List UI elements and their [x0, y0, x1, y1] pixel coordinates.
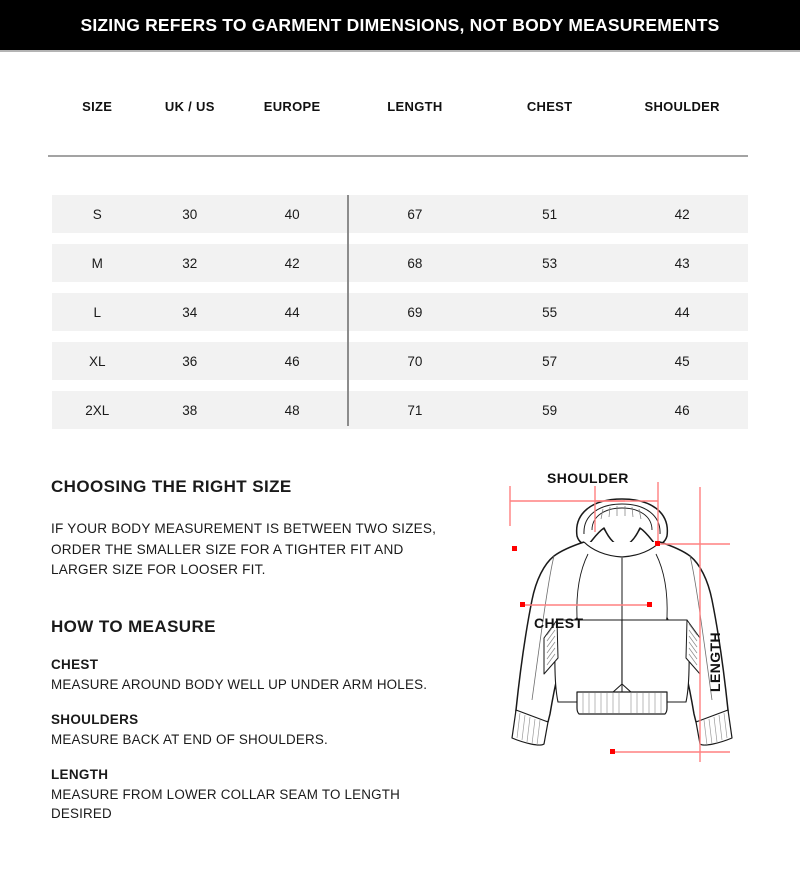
marker-shoulder-right: [655, 541, 660, 546]
cell-europe: 42: [284, 255, 300, 271]
choosing-size-body: IF YOUR BODY MEASUREMENT IS BETWEEN TWO SIZES, ORDER THE SMALLER SIZE FOR A TIGHTER FIT AND LARGER SIZE FOR LOOSER FIT.: [51, 521, 437, 577]
measure-term: LENGTH: [51, 766, 109, 782]
measure-description: MEASURE FROM LOWER COLLAR SEAM TO LENGTH DESIRED: [51, 786, 401, 821]
cell-chest: 53: [542, 255, 558, 271]
choosing-size-heading: CHOOSING THE RIGHT SIZE: [51, 477, 292, 496]
measure-item-length: [51, 767, 451, 823]
cell-shoulder: 42: [674, 206, 690, 222]
cell-size: XL: [88, 353, 106, 369]
cell-size: S: [92, 206, 102, 222]
cell-europe: 46: [284, 353, 300, 369]
measure-term: SHOULDERS: [51, 711, 139, 727]
cell-length: 70: [407, 353, 423, 369]
table-row: [52, 342, 748, 380]
cell-length: 71: [407, 402, 423, 418]
cell-shoulder: 45: [674, 353, 690, 369]
measure-item-chest: [51, 657, 451, 694]
cell-size: M: [91, 255, 103, 271]
measure-description: MEASURE AROUND BODY WELL UP UNDER ARM HOLES.: [51, 676, 428, 692]
cell-uk-us: 38: [182, 402, 198, 418]
garment-diagram: [462, 462, 792, 802]
pocket-left: [555, 620, 622, 702]
length-label: LENGTH: [707, 632, 723, 692]
pocket-right: [622, 620, 689, 702]
cell-europe: 40: [284, 206, 300, 222]
table-row: [52, 391, 748, 429]
cell-shoulder: 43: [674, 255, 690, 271]
marker-chest-right: [647, 602, 652, 607]
cell-uk-us: 34: [182, 304, 198, 320]
cell-chest: 57: [542, 353, 558, 369]
cell-chest: 59: [542, 402, 558, 418]
table-row: [52, 195, 748, 233]
column-header-chest: CHEST: [526, 98, 573, 114]
cell-europe: 48: [284, 402, 300, 418]
header-banner: [0, 0, 800, 50]
marker-length-bottom: [610, 749, 615, 754]
cell-uk-us: 32: [182, 255, 198, 271]
chest-label: CHEST: [534, 615, 584, 631]
column-header-europe: EUROPE: [263, 98, 321, 114]
column-header-length: LENGTH: [387, 98, 443, 114]
column-header-shoulder: SHOULDER: [644, 98, 720, 114]
measure-item-shoulders: [51, 712, 451, 749]
measure-term: CHEST: [51, 656, 99, 672]
measure-description: MEASURE BACK AT END OF SHOULDERS.: [51, 731, 328, 747]
marker-shoulder-left: [512, 546, 517, 551]
cell-size: L: [93, 304, 101, 320]
cell-chest: 55: [542, 304, 558, 320]
guidance-section: [51, 477, 451, 841]
hood-outer: [577, 499, 668, 547]
size-table-body: [52, 195, 748, 440]
table-header-rule: [48, 155, 748, 157]
table-row: [52, 244, 748, 282]
banner-underline: [0, 50, 800, 52]
column-header-size: SIZE: [82, 98, 113, 114]
cell-europe: 44: [284, 304, 300, 320]
cell-shoulder: 46: [674, 402, 690, 418]
cell-chest: 51: [542, 206, 558, 222]
shoulder-label: SHOULDER: [547, 470, 629, 486]
table-header-row: [52, 80, 748, 132]
waistband: [577, 692, 667, 714]
cell-uk-us: 36: [182, 353, 198, 369]
cell-length: 68: [407, 255, 423, 271]
column-header-uk-us: UK / US: [164, 98, 215, 114]
table-row: [52, 293, 748, 331]
cell-length: 69: [407, 304, 423, 320]
banner-title: SIZING REFERS TO GARMENT DIMENSIONS, NOT BODY MEASUREMENTS: [80, 14, 720, 35]
size-table: [52, 80, 748, 132]
cell-size: 2XL: [85, 402, 110, 418]
marker-chest-left: [520, 602, 525, 607]
hoodie-illustration: [462, 462, 792, 802]
table-column-divider: [347, 195, 349, 426]
cell-shoulder: 44: [674, 304, 690, 320]
cell-uk-us: 30: [182, 206, 198, 222]
cell-length: 67: [407, 206, 423, 222]
how-to-measure-heading: HOW TO MEASURE: [51, 616, 216, 636]
